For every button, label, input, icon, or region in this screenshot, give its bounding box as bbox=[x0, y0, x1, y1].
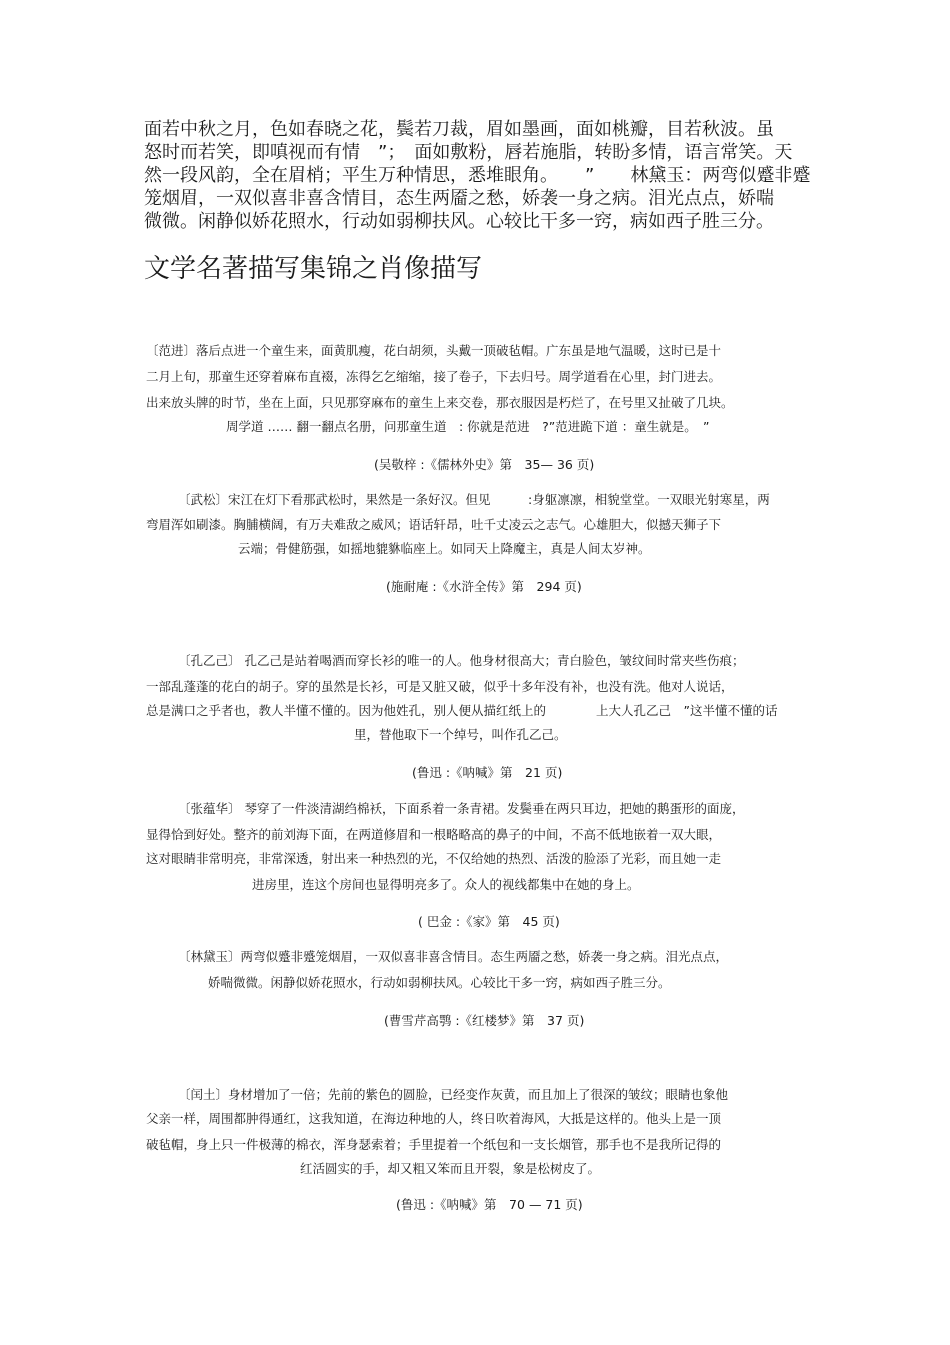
entry-line: 二月上旬，那童生还穿着麻布直裰，冻得乞乞缩缩，接了卷子，下去归号。周学道看在心里，封门进去。 bbox=[146, 369, 722, 384]
entry-line: 父亲一样，周围都肿得通红，这我知道，在海边种地的人，终日吹着海风，大抵是这样的。他头上是一顶 bbox=[146, 1111, 722, 1126]
intro-line: 然一段风韵，全在眉梢；平生万种情思，悉堆眼角。 ” 林黛玉：两弯似蹙非蹙 bbox=[144, 165, 811, 186]
entry-line: 〔闰土〕身材增加了一倍；先前的紫色的圆脸，已经变作灰黄，而且加上了很深的皱纹；眼睛也象他 bbox=[178, 1087, 729, 1102]
entry-line: 〔范进〕落后点进一个童生来，面黄肌瘦，花白胡须，头戴一顶破毡帽。广东虽是地气温暖，这时已是十 bbox=[146, 343, 722, 358]
intro-line: 笼烟眉，一双似喜非喜含情目，态生两靥之愁，娇袭一身之病。泪光点点，娇喘 bbox=[144, 188, 774, 209]
entry-line: 弯眉浑如刷漆。胸脯横阔，有万夫难敌之威风；语话轩昂，吐千丈凌云之志气。心雄胆大，似撼天狮子下 bbox=[146, 517, 722, 532]
entry-source: (鲁迅 :《呐喊》第 70 — 71 页) bbox=[396, 1197, 583, 1212]
entry-line: 里，替他取下一个绰号，叫作孔乙己。 bbox=[354, 727, 567, 742]
entry-line: 破毡帽，身上只一件极薄的棉衣，浑身瑟索着；手里提着一个纸包和一支长烟管，那手也不是我所记得的 bbox=[146, 1137, 722, 1152]
entry-line: 进房里，连这个房间也显得明亮多了。众人的视线都集中在她的身上。 bbox=[252, 877, 640, 892]
entry-line: 〔林黛玉〕两弯似蹙非蹙笼烟眉，一双似喜非喜含情目。态生两靥之愁，娇袭一身之病。泪光点点， bbox=[178, 949, 729, 964]
entry-source: (吴敬梓 :《儒林外史》第 35— 36 页) bbox=[374, 457, 595, 472]
entry-line: 〔张蕴华〕 琴穿了一件淡清湖绉棉袄，下面系着一条青裙。发鬓垂在两只耳边，把她的鹅蛋形的面庞， bbox=[178, 801, 745, 816]
entry-line: 一部乱蓬蓬的花白的胡子。穿的虽然是长衫，可是又脏又破，似乎十多年没有补，也没有洗。他对人说话， bbox=[146, 679, 734, 694]
entry-line: 〔孔乙己〕 孔乙己是站着喝酒而穿长衫的唯一的人。他身材很高大；青白脸色，皱纹间时常夹些伤痕； bbox=[178, 653, 745, 668]
intro-line: 面若中秋之月，色如春晓之花，鬓若刀裁，眉如墨画，面如桃瓣，目若秋波。虽 bbox=[144, 119, 774, 140]
entry-line: 出来放头牌的时节，坐在上面，只见那穿麻布的童生上来交卷，那衣服因是朽烂了，在号里又扯破了几块。 bbox=[146, 395, 734, 410]
entry-line: 总是满口之乎者也，教人半懂不懂的。因为他姓孔，别人便从描红纸上的 上大人孔乙己 ”这半懂不懂的话 bbox=[146, 703, 778, 718]
entry-line: 红活圆实的手，却又粗又笨而且开裂，象是松树皮了。 bbox=[300, 1161, 601, 1176]
intro-line: 怒时而若笑，即嗔视而有情 ”； 面如敷粉，唇若施脂，转盼多情，语言常笑。天 bbox=[144, 142, 793, 163]
intro-paragraph bbox=[144, 118, 811, 233]
entry-source: (曹雪芹高鹗 :《红楼梦》第 37 页) bbox=[384, 1013, 585, 1028]
entry-line: 〔武松〕宋江在灯下看那武松时，果然是一条好汉。但见 :身躯凛凛，相貌堂堂。一双眼光射寒星，两 bbox=[178, 492, 770, 507]
entry-line: 娇喘微微。闲静似娇花照水，行动如弱柳扶风。心较比干多一窍，病如西子胜三分。 bbox=[208, 975, 671, 990]
intro-line: 微微。闲静似娇花照水，行动如弱柳扶风。心较比干多一窍，病如西子胜三分。 bbox=[144, 211, 774, 232]
entry-source: (施耐庵 :《水浒全传》第 294 页) bbox=[386, 579, 582, 594]
entry-source: ( 巴金 :《家》第 45 页) bbox=[418, 914, 560, 929]
entry-line: 周学道 …… 翻一翻点名册，问那童生道 : 你就是范进 ?”范进跪下道 ：童生就是。 ” bbox=[226, 419, 710, 434]
entry-source: (鲁迅 :《呐喊》第 21 页) bbox=[412, 765, 563, 780]
entry-line: 云端；骨健筋强，如摇地貔貅临座上。如同天上降魔主，真是人间太岁神。 bbox=[238, 541, 651, 556]
entry-line: 这对眼睛非常明亮，非常深透，射出来一种热烈的光，不仅给她的热烈、活泼的脸添了光彩，而且她一走 bbox=[146, 851, 722, 866]
page-title: 文学名著描写集锦之肖像描写 bbox=[144, 254, 483, 284]
entry-line: 显得恰到好处。整齐的前刘海下面，在两道修眉和一根略略高的鼻子的中间，不高不低地嵌着一双大眼， bbox=[146, 827, 722, 842]
